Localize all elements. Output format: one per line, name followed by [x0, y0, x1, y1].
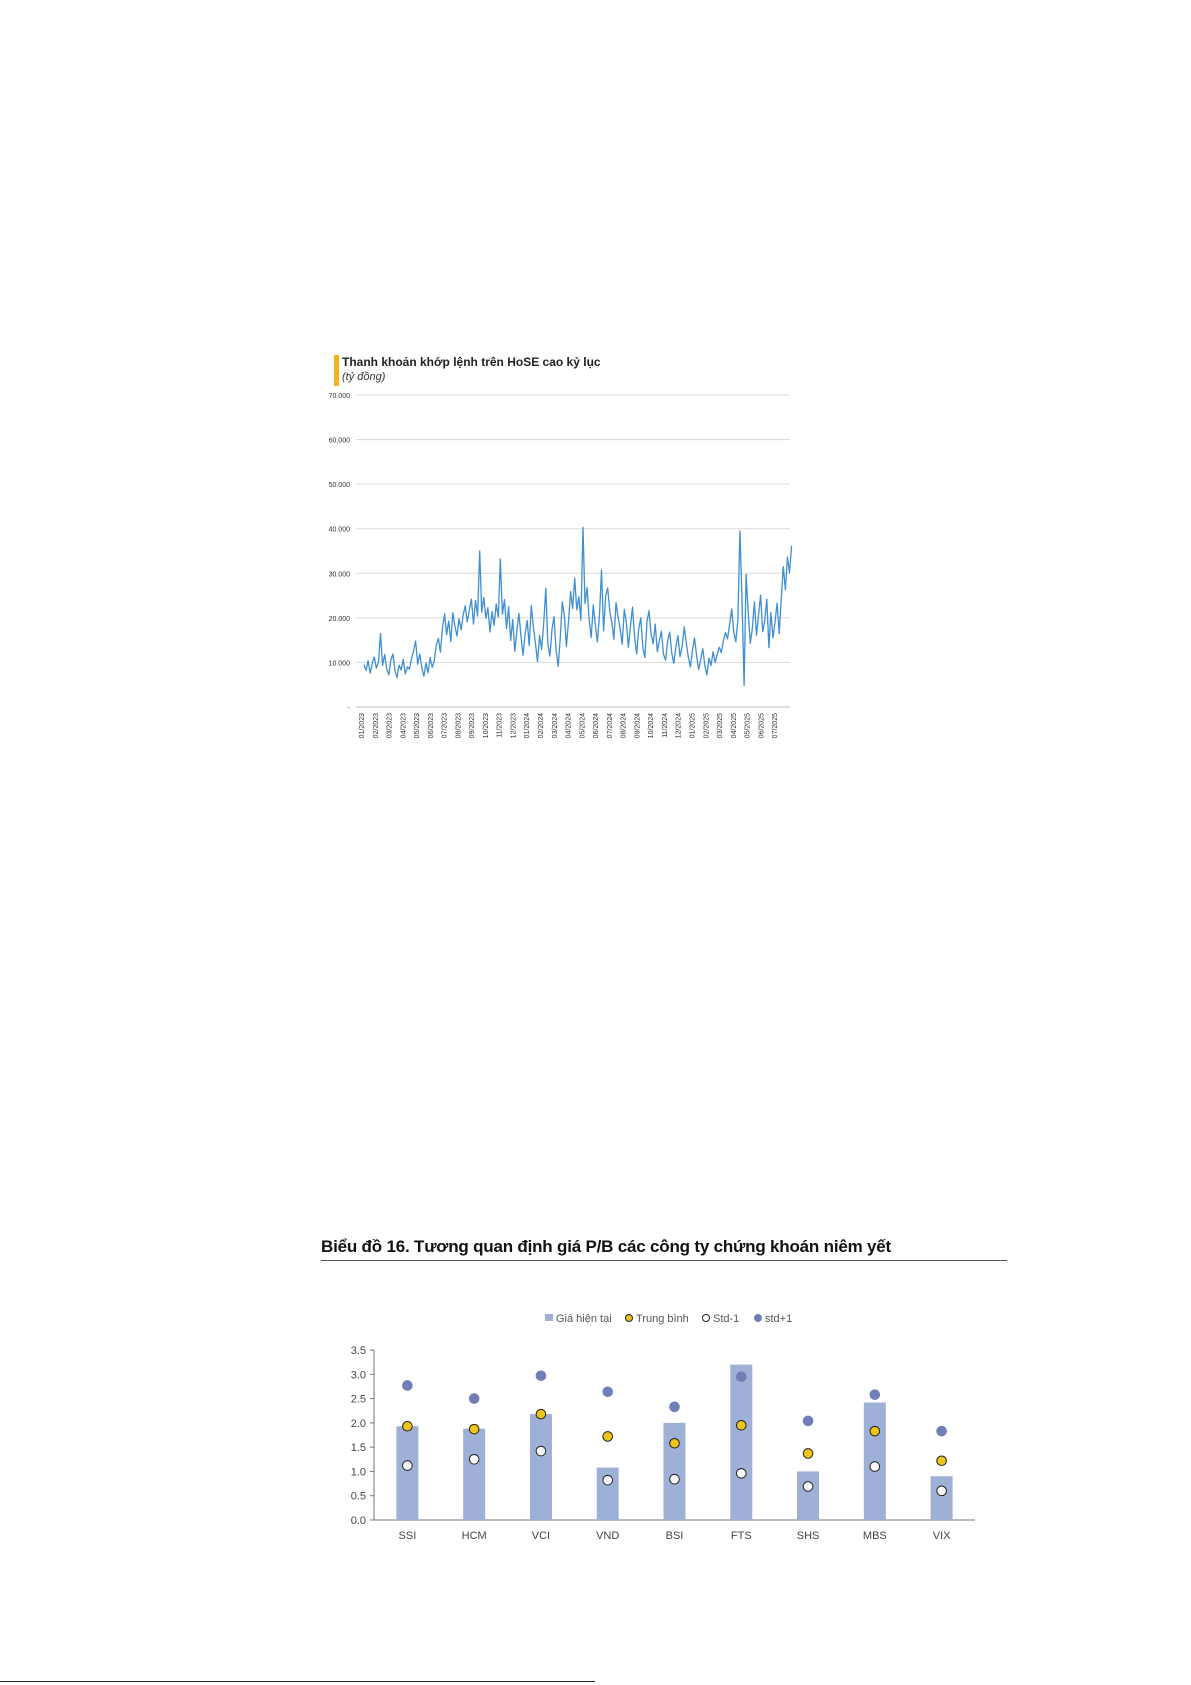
marker-std-plus-1	[469, 1394, 479, 1404]
y-tick-label: 2.0	[350, 1417, 366, 1430]
x-category-label: VIX	[932, 1530, 951, 1542]
x-tick-label: 12/2024	[675, 713, 683, 739]
x-tick-label: 01/2023	[359, 713, 366, 739]
legend-label: Std-1	[713, 1313, 740, 1325]
bar-gia-hien-tai	[664, 1423, 686, 1520]
marker-trung-binh	[670, 1438, 680, 1448]
x-tick-label: 12/2023	[510, 713, 518, 739]
y-tick-label: 3.5	[350, 1345, 366, 1357]
x-tick-label: 05/2023	[414, 713, 422, 739]
x-category-label: MBS	[862, 1530, 887, 1542]
marker-std-plus-1	[403, 1381, 413, 1391]
y-tick-label: -	[347, 705, 350, 712]
y-tick-label: 30.000	[328, 571, 350, 579]
y-tick-label: 60.000	[328, 437, 350, 445]
y-tick-label: 2.5	[350, 1393, 366, 1406]
x-tick-label: 07/2024	[606, 713, 614, 739]
y-tick-label: 0.5	[350, 1490, 366, 1503]
marker-std-plus-1	[603, 1387, 613, 1397]
bar-gia-hien-tai	[864, 1402, 886, 1520]
legend-label: std+1	[765, 1313, 793, 1325]
marker-trung-binh	[870, 1426, 880, 1436]
x-tick-label: 07/2025	[772, 713, 780, 739]
y-tick-label: 1.0	[350, 1466, 366, 1479]
marker-trung-binh	[403, 1421, 413, 1431]
marker-std-minus-1	[736, 1469, 746, 1479]
marker-trung-binh	[469, 1424, 479, 1434]
marker-std-plus-1	[670, 1402, 680, 1412]
x-tick-label: 03/2025	[717, 713, 725, 739]
x-tick-label: 03/2023	[386, 713, 394, 739]
x-tick-label: 10/2024	[648, 713, 656, 739]
legend-swatch	[626, 1315, 633, 1322]
y-tick-label: 40.000	[328, 526, 350, 534]
x-tick-label: 05/2025	[744, 713, 752, 739]
x-tick-label: 06/2025	[758, 713, 766, 739]
legend-swatch	[755, 1315, 762, 1322]
x-tick-label: 02/2023	[372, 713, 380, 739]
x-category-label: BSI	[665, 1530, 684, 1542]
x-tick-label: 06/2024	[593, 713, 601, 739]
legend-swatch	[545, 1314, 553, 1321]
marker-std-plus-1	[803, 1416, 813, 1426]
marker-std-plus-1	[536, 1371, 546, 1381]
legend-label: Trung bình	[636, 1313, 689, 1325]
x-tick-label: 02/2025	[703, 713, 711, 739]
x-tick-label: 01/2024	[524, 713, 532, 739]
marker-std-minus-1	[670, 1474, 680, 1484]
marker-std-minus-1	[803, 1482, 813, 1492]
x-tick-label: 11/2024	[661, 713, 669, 738]
bar-gia-hien-tai	[797, 1471, 819, 1520]
y-tick-label: 0.0	[350, 1515, 366, 1527]
x-tick-label: 03/2024	[551, 713, 559, 739]
bar-gia-hien-tai	[463, 1429, 485, 1520]
x-tick-label: 05/2024	[579, 713, 587, 739]
x-category-label: HCM	[461, 1530, 487, 1542]
y-tick-label: 1.5	[350, 1442, 366, 1455]
footnote-divider	[0, 1681, 595, 1682]
x-tick-label: 07/2023	[441, 713, 449, 739]
y-tick-label: 10.000	[328, 660, 350, 668]
bar-gia-hien-tai	[530, 1414, 552, 1520]
marker-trung-binh	[803, 1449, 813, 1459]
chart1-title: Thanh khoản khớp lệnh trên HoSE cao kỷ lục	[342, 355, 601, 369]
x-category-label: VCI	[531, 1530, 551, 1542]
x-category-label: SHS	[796, 1530, 820, 1542]
marker-std-minus-1	[403, 1461, 413, 1471]
y-tick-label: 3.0	[350, 1369, 366, 1382]
marker-std-plus-1	[870, 1390, 880, 1400]
chart2-title: Biểu đồ 16. Tương quan định giá P/B các công ty chứng khoán niêm yết	[321, 1237, 892, 1256]
marker-trung-binh	[603, 1432, 613, 1442]
x-tick-label: 04/2025	[730, 713, 738, 739]
y-tick-label: 20.000	[328, 615, 350, 623]
marker-std-minus-1	[469, 1454, 479, 1464]
marker-std-minus-1	[937, 1486, 947, 1496]
marker-trung-binh	[736, 1420, 746, 1430]
x-tick-label: 09/2024	[634, 713, 642, 739]
legend-swatch	[703, 1315, 710, 1322]
marker-std-minus-1	[603, 1475, 613, 1485]
x-tick-label: 11/2023	[496, 713, 504, 738]
x-tick-label: 10/2023	[482, 713, 490, 739]
bar-gia-hien-tai	[931, 1476, 953, 1520]
x-tick-label: 01/2025	[689, 713, 697, 739]
marker-std-plus-1	[736, 1372, 746, 1382]
x-category-label: SSI	[398, 1530, 417, 1542]
x-tick-label: 06/2023	[427, 713, 435, 739]
x-tick-label: 08/2023	[455, 713, 463, 739]
x-tick-label: 02/2024	[538, 713, 546, 739]
y-tick-label: 50.000	[328, 482, 350, 490]
marker-std-minus-1	[870, 1462, 880, 1472]
chart1-subtitle: (tỷ đồng)	[342, 371, 386, 383]
legend-label: Giá hiện tại	[556, 1313, 612, 1325]
x-category-label: FTS	[730, 1530, 752, 1542]
x-category-label: VND	[596, 1530, 620, 1542]
marker-trung-binh	[536, 1409, 546, 1419]
bar-gia-hien-tai	[396, 1426, 418, 1520]
x-tick-label: 04/2024	[565, 713, 573, 739]
marker-trung-binh	[937, 1456, 947, 1466]
y-tick-label: 70.000	[328, 393, 350, 400]
x-tick-label: 08/2024	[620, 713, 628, 739]
marker-std-plus-1	[937, 1426, 947, 1436]
bar-gia-hien-tai	[730, 1365, 752, 1520]
marker-std-minus-1	[536, 1446, 546, 1456]
x-tick-label: 04/2023	[400, 713, 408, 739]
x-tick-label: 09/2023	[469, 713, 477, 739]
